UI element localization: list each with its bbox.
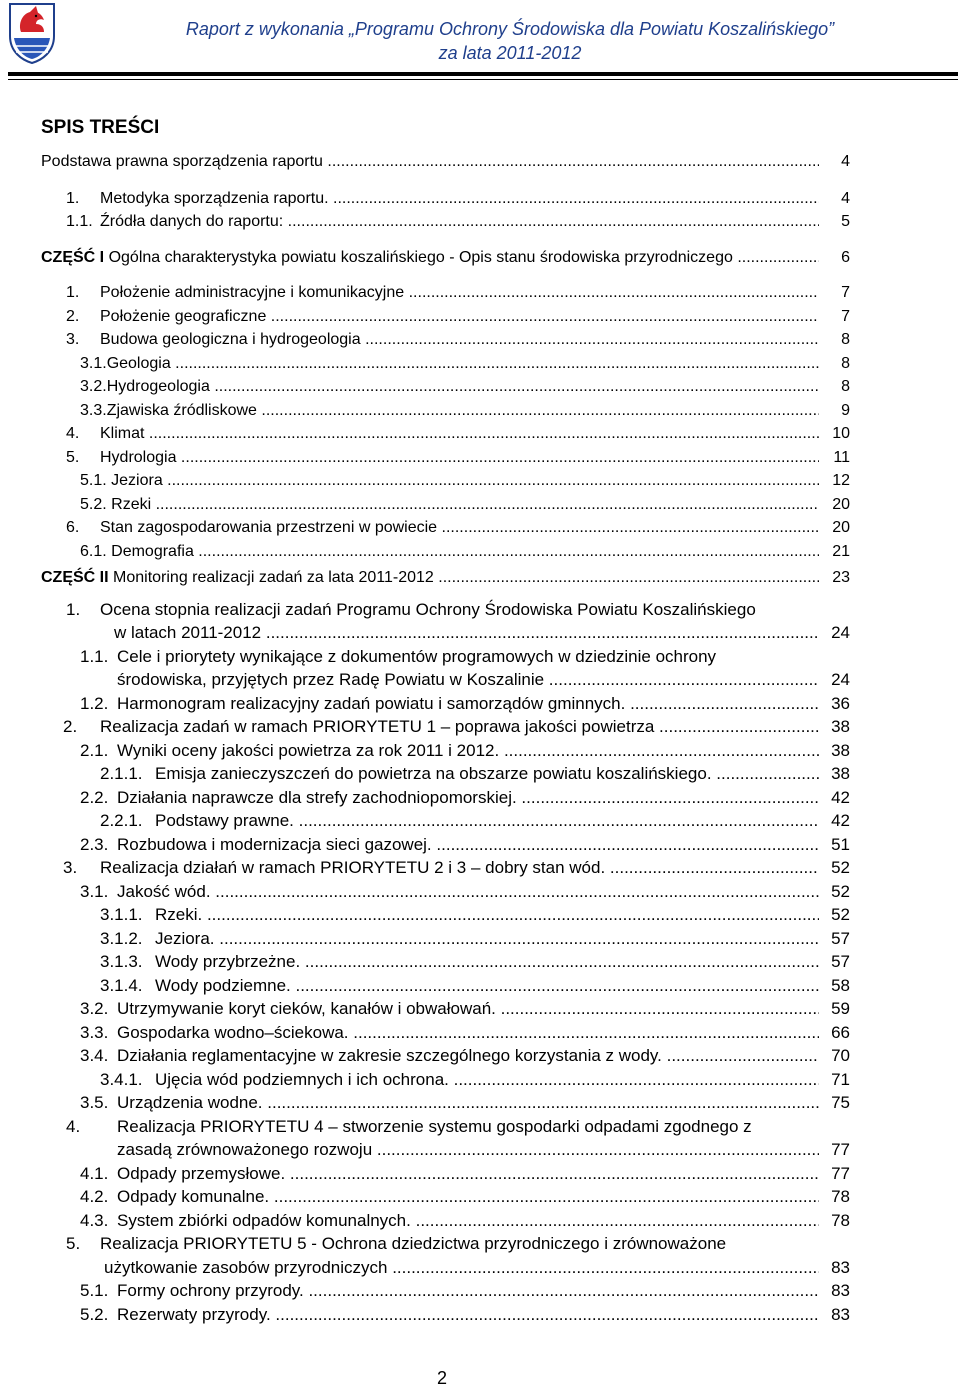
toc-entry-page: 7 — [819, 305, 850, 329]
toc-entry[interactable] — [0, 150, 960, 174]
toc-entry-text-continued: użytkowanie zasobów przyrodniczych ..... — [104, 1256, 847, 1280]
toc-entry-text: Jakość wód. ..... — [117, 880, 847, 904]
toc-entry-text — [41, 246, 847, 270]
toc-entry-page: 58 — [819, 974, 850, 998]
toc-entry[interactable] — [0, 1068, 960, 1092]
toc-entry-text: Podstawy prawne. ..... — [155, 809, 847, 833]
toc-entry[interactable] — [0, 997, 960, 1021]
toc-entry[interactable] — [0, 1091, 960, 1115]
toc-entry-text — [41, 566, 847, 590]
toc-entry-page: 83 — [819, 1279, 850, 1303]
header-rule-thick — [8, 72, 958, 76]
toc-entry-text: Odpady przemysłowe. ..... — [117, 1162, 847, 1186]
toc-entry-number: 1. — [66, 284, 80, 301]
toc-entry-number: 2.1.1. — [100, 764, 143, 783]
toc-entry-page: 52 — [819, 903, 850, 927]
toc-entry-text: Harmonogram realizacyjny zadań powiatu i samorządów gminnych. ..... — [117, 692, 847, 716]
toc-entry-number: 3.3. — [80, 1022, 109, 1042]
toc-entry-text: Ujęcia wód podziemnych i ich ochrona. ..... — [155, 1068, 847, 1092]
toc-entry-text: Wody podziemne. ..... — [155, 974, 847, 998]
toc-entry-page: 38 — [819, 762, 850, 786]
toc-part-label: CZĘŚĆ I — [41, 248, 105, 266]
toc-entry[interactable] — [0, 1232, 960, 1279]
toc-entry-text: Urządzenia wodne. ..... — [117, 1091, 847, 1115]
toc-entry[interactable] — [0, 328, 960, 352]
toc-entry-page: 20 — [819, 516, 850, 540]
toc-entry-page: 52 — [819, 880, 850, 904]
toc-entry-page: 78 — [819, 1209, 850, 1233]
toc-entry-text: Realizacja PRIORYTETU 5 - Ochrona dziedzictwa przyrodniczego i zrównoważone — [100, 1234, 727, 1253]
toc-entry-number: 4.2. — [80, 1187, 109, 1206]
report-title-line1: Raport z wykonania „Programu Ochrony Środowiska dla Powiatu Koszalińskiego” — [185, 19, 835, 39]
toc-entry-text: Działania reglamentacyjne w zakresie szczególnego korzystania z wody. ..... — [117, 1044, 847, 1068]
toc-entry-text: 5.2. Rzeki ..... — [80, 493, 847, 517]
toc-entry[interactable] — [0, 187, 960, 211]
toc-entry-number: 2.2.1. — [100, 811, 143, 830]
toc-entry-text: Jeziora. ..... — [155, 927, 847, 951]
toc-entry[interactable] — [0, 469, 960, 493]
toc-entry[interactable] — [0, 446, 960, 470]
toc-entry-page: 4 — [819, 150, 850, 174]
toc-entry-text: Budowa geologiczna i hydrogeologia ..... — [100, 328, 847, 352]
toc-entry[interactable] — [0, 903, 960, 927]
toc-entry-text-continued: środowiska, przyjętych przez Radę Powiatu w Koszalinie ..... — [117, 668, 847, 692]
toc-entry[interactable] — [0, 1162, 960, 1186]
report-title-line2: za lata 2011-2012 — [438, 43, 582, 63]
toc-entry-text: Hydrologia ..... — [100, 446, 847, 470]
toc-entry-text: Rezerwaty przyrody. ..... — [117, 1303, 847, 1327]
toc-entry-page: 11 — [819, 446, 850, 470]
toc-entry-text: Źródła danych do raportu: ..... — [100, 210, 847, 234]
toc-entry-number: 3.1.3. — [100, 952, 143, 971]
toc-entry[interactable] — [0, 352, 960, 376]
toc-entry-number: 1. — [66, 189, 80, 207]
toc-entry-number: 5. — [66, 1234, 81, 1253]
toc-entry-page: 7 — [819, 281, 850, 305]
toc-entry-text: Formy ochrony przyrody. ..... — [117, 1279, 847, 1303]
toc-entry-page: 38 — [819, 715, 850, 739]
toc-entry-text-continued: w latach 2011-2012 ..... — [114, 621, 847, 645]
toc-entry-number: 3.1.2. — [100, 928, 143, 948]
toc-entry-page: 70 — [819, 1044, 850, 1068]
toc-entry-text: Gospodarka wodno–ściekowa. ..... — [117, 1021, 847, 1045]
toc-entry-page: 5 — [819, 210, 850, 234]
toc-entry-text: Położenie geograficzne ..... — [100, 305, 847, 329]
toc-entry[interactable] — [0, 762, 960, 786]
toc-entry-text: Realizacja działań w ramach PRIORYTETU 2 i 3 – dobry stan wód. ..... — [100, 856, 847, 880]
toc-entry[interactable] — [0, 880, 960, 904]
toc-entry-text: Podstawa prawna sporządzenia raportu ..... — [41, 150, 847, 174]
toc-entry-text: Ocena stopnia realizacji zadań Programu Ochrony Środowiska Powiatu Koszalińskiego — [100, 599, 756, 619]
toc-entry-number: 3.2. — [80, 999, 109, 1018]
toc-entry-page: 51 — [819, 833, 850, 857]
toc-entry[interactable] — [0, 950, 960, 974]
toc-entry-number: 1.1. — [66, 213, 93, 230]
toc-entry[interactable] — [0, 739, 960, 763]
toc-entry-page: 71 — [819, 1068, 850, 1092]
toc-entry-number: 3.5. — [80, 1093, 109, 1112]
header-rule-thin — [8, 79, 958, 80]
toc-entry-page: 36 — [819, 692, 850, 716]
toc-entry-text: Rozbudowa i modernizacja sieci gazowej. ..... — [117, 833, 847, 857]
toc-part-label: CZĘŚĆ II — [41, 569, 109, 586]
toc-entry-number: 2. — [63, 717, 78, 736]
toc-entry[interactable] — [0, 692, 960, 716]
toc-entry-number: 3.1.4. — [100, 975, 143, 995]
toc-entry[interactable] — [0, 1279, 960, 1303]
toc-entry-text: Cele i priorytety wynikające z dokumentów programowych w dziedzinie ochrony — [117, 646, 717, 666]
toc-entry-page: 57 — [819, 927, 850, 951]
toc-entry-page: 9 — [819, 399, 850, 423]
toc-entry-number: 3. — [63, 858, 78, 877]
toc-entry[interactable] — [0, 1185, 960, 1209]
toc-entry[interactable] — [0, 1303, 960, 1327]
toc-entry-part[interactable] — [0, 246, 960, 270]
toc-entry-page: 57 — [819, 950, 850, 974]
toc-entry-text: Wyniki oceny jakości powietrza za rok 2011 i 2012. ..... — [117, 739, 847, 763]
toc-entry[interactable] — [0, 598, 960, 645]
page-number: 2 — [437, 1368, 448, 1388]
toc-entry[interactable] — [0, 645, 960, 692]
toc-entry-number: 6. — [66, 519, 80, 536]
toc-entry-number: 2.2. — [80, 787, 109, 807]
toc-entry-number: 1.1. — [80, 646, 109, 666]
toc-entry-page: 78 — [819, 1185, 850, 1209]
toc-entry[interactable] — [0, 210, 960, 234]
toc-entry-page: 8 — [819, 352, 850, 376]
toc-entry[interactable] — [0, 305, 960, 329]
toc-entry[interactable] — [0, 1044, 960, 1068]
toc-entry[interactable] — [0, 1115, 960, 1162]
toc-entry-page: 21 — [819, 540, 850, 564]
toc-entry-page: 8 — [819, 328, 850, 352]
toc-entry-number: 3. — [66, 331, 80, 348]
toc-entry-page: 20 — [819, 493, 850, 517]
toc-entry[interactable] — [0, 422, 960, 446]
toc-entry-text: Emisja zanieczyszczeń do powietrza na obszarze powiatu koszalińskiego. ..... — [155, 762, 847, 786]
toc-entry-text: Rzeki. ..... — [155, 903, 847, 927]
toc-entry-text: Wody przybrzeżne. ..... — [155, 950, 847, 974]
toc-entry[interactable] — [0, 715, 960, 739]
toc-entry-page: 75 — [819, 1091, 850, 1115]
toc-entry-text: Realizacja PRIORYTETU 4 – stworzenie systemu gospodarki odpadami zgodnego z — [117, 1116, 752, 1136]
toc-entry-page: 24 — [819, 621, 850, 645]
toc-entry-page: 12 — [819, 469, 850, 493]
toc-entry-number: 5.2. — [80, 1304, 109, 1324]
toc-part-title: Ogólna charakterystyka powiatu koszalińskiego - Opis stanu środowiska przyrodniczego — [104, 248, 733, 266]
toc-entry-number: 4.1. — [80, 1163, 109, 1183]
toc-entry-page: 66 — [819, 1021, 850, 1045]
toc-entry-page: 4 — [819, 187, 850, 211]
toc-entry-text: Klimat ..... — [100, 422, 847, 446]
toc-entry[interactable] — [0, 516, 960, 540]
toc-entry-text: Metodyka sporządzenia raportu. ..... — [100, 187, 847, 211]
toc-entry-number: 1.2. — [80, 693, 109, 713]
toc-entry[interactable] — [0, 399, 960, 423]
toc-entry[interactable] — [0, 786, 960, 810]
toc-entry-number: 4.3. — [80, 1210, 109, 1230]
toc-entry-text: Działania naprawcze dla strefy zachodniopomorskiej. ..... — [117, 786, 847, 810]
toc-entry-page: 83 — [819, 1256, 850, 1280]
toc-entry[interactable] — [0, 833, 960, 857]
toc-entry-page: 77 — [819, 1162, 850, 1186]
toc-entry-number: 4. — [66, 1116, 81, 1136]
toc-entry-text: 6.1. Demografia ..... — [80, 540, 847, 564]
toc-entry[interactable] — [0, 493, 960, 517]
toc-entry-page: 42 — [819, 809, 850, 833]
toc-entry[interactable] — [0, 809, 960, 833]
toc-entry-page: 23 — [819, 566, 850, 590]
toc-entry-text: Stan zagospodarowania przestrzeni w powiecie ..... — [100, 516, 847, 540]
toc-entry-page: 38 — [819, 739, 850, 763]
toc-entry-page: 77 — [819, 1138, 850, 1162]
toc-title: SPIS TREŚCI — [41, 117, 160, 138]
toc-entry-part[interactable] — [0, 566, 960, 590]
toc-entry-text: 3.1.Geologia ..... — [80, 352, 847, 376]
toc-entry[interactable] — [0, 856, 960, 880]
toc-entry[interactable] — [0, 974, 960, 998]
toc-entry-number: 2.3. — [80, 834, 109, 854]
toc-entry-text: System zbiórki odpadów komunalnych. ..... — [117, 1209, 847, 1233]
toc-entry-page: 24 — [819, 668, 850, 692]
toc-entry-text: 3.2.Hydrogeologia ..... — [80, 375, 847, 399]
toc-entry-page: 10 — [819, 422, 850, 446]
toc-entry-text: Utrzymywanie koryt cieków, kanałów i obwałowań. ..... — [117, 997, 847, 1021]
toc-part-title: Monitoring realizacji zadań za lata 2011-2012 — [108, 569, 434, 586]
county-crest-icon — [6, 2, 58, 64]
toc-entry-number: 3.4.1. — [100, 1069, 143, 1089]
toc-entry[interactable] — [0, 375, 960, 399]
toc-entry-page: 83 — [819, 1303, 850, 1327]
toc-entry[interactable] — [0, 1209, 960, 1233]
toc-entry-page: 8 — [819, 375, 850, 399]
toc-entry-number: 2.1. — [80, 740, 109, 760]
toc-entry-number: 2. — [66, 307, 80, 325]
toc-entry-number: 3.4. — [80, 1046, 109, 1065]
toc-entry-number: 1. — [66, 599, 81, 619]
toc-entry-number: 4. — [66, 425, 80, 442]
toc-entry-text: Położenie administracyjne i komunikacyjne ..... — [100, 281, 847, 305]
toc-entry-text: Odpady komunalne. ..... — [117, 1185, 847, 1209]
toc-entry-text: 3.3.Zjawiska źródliskowe ..... — [80, 399, 847, 423]
toc-entry-page: 42 — [819, 786, 850, 810]
page-header — [0, 0, 960, 100]
toc-entry-page: 6 — [819, 246, 850, 270]
toc-entry-number: 3.1. — [80, 881, 109, 901]
report-title — [110, 17, 910, 65]
toc-entry-text: 5.1. Jeziora ..... — [80, 469, 847, 493]
toc-entry[interactable] — [0, 927, 960, 951]
toc-entry[interactable] — [0, 281, 960, 305]
toc-entry-text-continued: zasadą zrównoważonego rozwoju ..... — [117, 1138, 847, 1162]
toc-entry-number: 3.1.1. — [100, 905, 143, 924]
toc-entry-page: 52 — [819, 856, 850, 880]
toc-entry[interactable] — [0, 540, 960, 564]
table-of-contents — [0, 150, 960, 1326]
toc-entry-number: 5.1. — [80, 1281, 109, 1300]
toc-entry-page: 59 — [819, 997, 850, 1021]
toc-entry[interactable] — [0, 1021, 960, 1045]
toc-entry-text: Realizacja zadań w ramach PRIORYTETU 1 – poprawa jakości powietrza ..... — [100, 715, 847, 739]
toc-entry-number: 5. — [66, 448, 80, 466]
